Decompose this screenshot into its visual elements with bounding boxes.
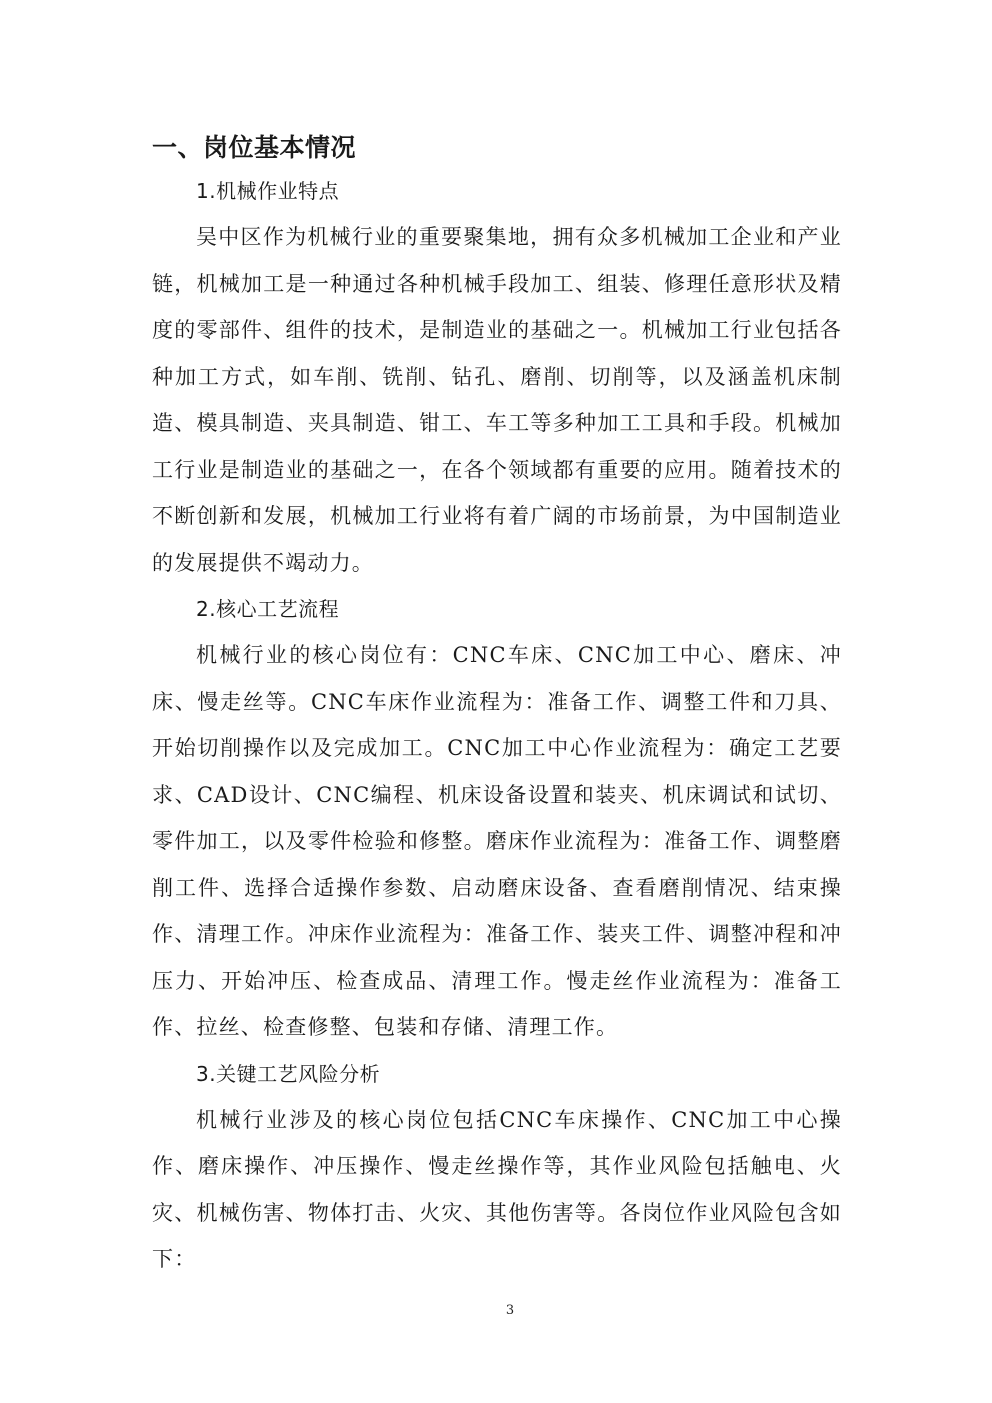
page-number: 3 [505, 1303, 515, 1318]
paragraph-2: 机械行业的核心岗位有：CNC车床、CNC加工中心、磨床、冲床、慢走丝等。CNC车床作业流程为：准备工作、调整工件和刀具、开始切削操作以及完成加工。CNC加工中心作业流程为：确定工艺要求、CAD设计、CNC编程、机床设备设置和装夹、机床调试和试切、零件加工，以及零件检验和修整。磨床作业流程为：准备工作、调整磨削工件、选择合适操作参数、启动磨床设备、查看磨削情况、结束操作、清理工作。冲床作业流程为：准备工作、装夹工件、调整冲程和冲压力、开始冲压、检查成品、清理工作。慢走丝作业流程为：准备工作、拉丝、检查修整、包装和存储、清理工作。 [152, 643, 842, 1039]
document-page [152, 128, 842, 1283]
section-heading: 一、岗位基本情况 [152, 133, 357, 162]
subsection-title-3: 3.关键工艺风险分析 [196, 1061, 381, 1086]
paragraph-1: 吴中区作为机械行业的重要聚集地，拥有众多机械加工企业和产业链，机械加工是一种通过各种机械手段加工、组装、修理任意形状及精度的零部件、组件的技术，是制造业的基础之一。机械加工行业包括各种加工方式，如车削、铣削、钻孔、磨削、切削等，以及涵盖机床制造、模具制造、夹具制造、钳工、车工等多种加工工具和手段。机械加工行业是制造业的基础之一，在各个领域都有重要的应用。随着技术的不断创新和发展，机械加工行业将有着广阔的市场前景，为中国制造业的发展提供不竭动力。 [152, 225, 842, 575]
subsection-title-1: 1.机械作业特点 [196, 179, 340, 203]
subsection-title-2: 2.核心工艺流程 [196, 597, 340, 621]
paragraph-3: 机械行业涉及的核心岗位包括CNC车床操作、CNC加工中心操作、磨床操作、冲压操作、慢走丝操作等，其作业风险包括触电、火灾、机械伤害、物体打击、火灾、其他伤害等。各岗位作业风险包含如下： [152, 1107, 842, 1271]
